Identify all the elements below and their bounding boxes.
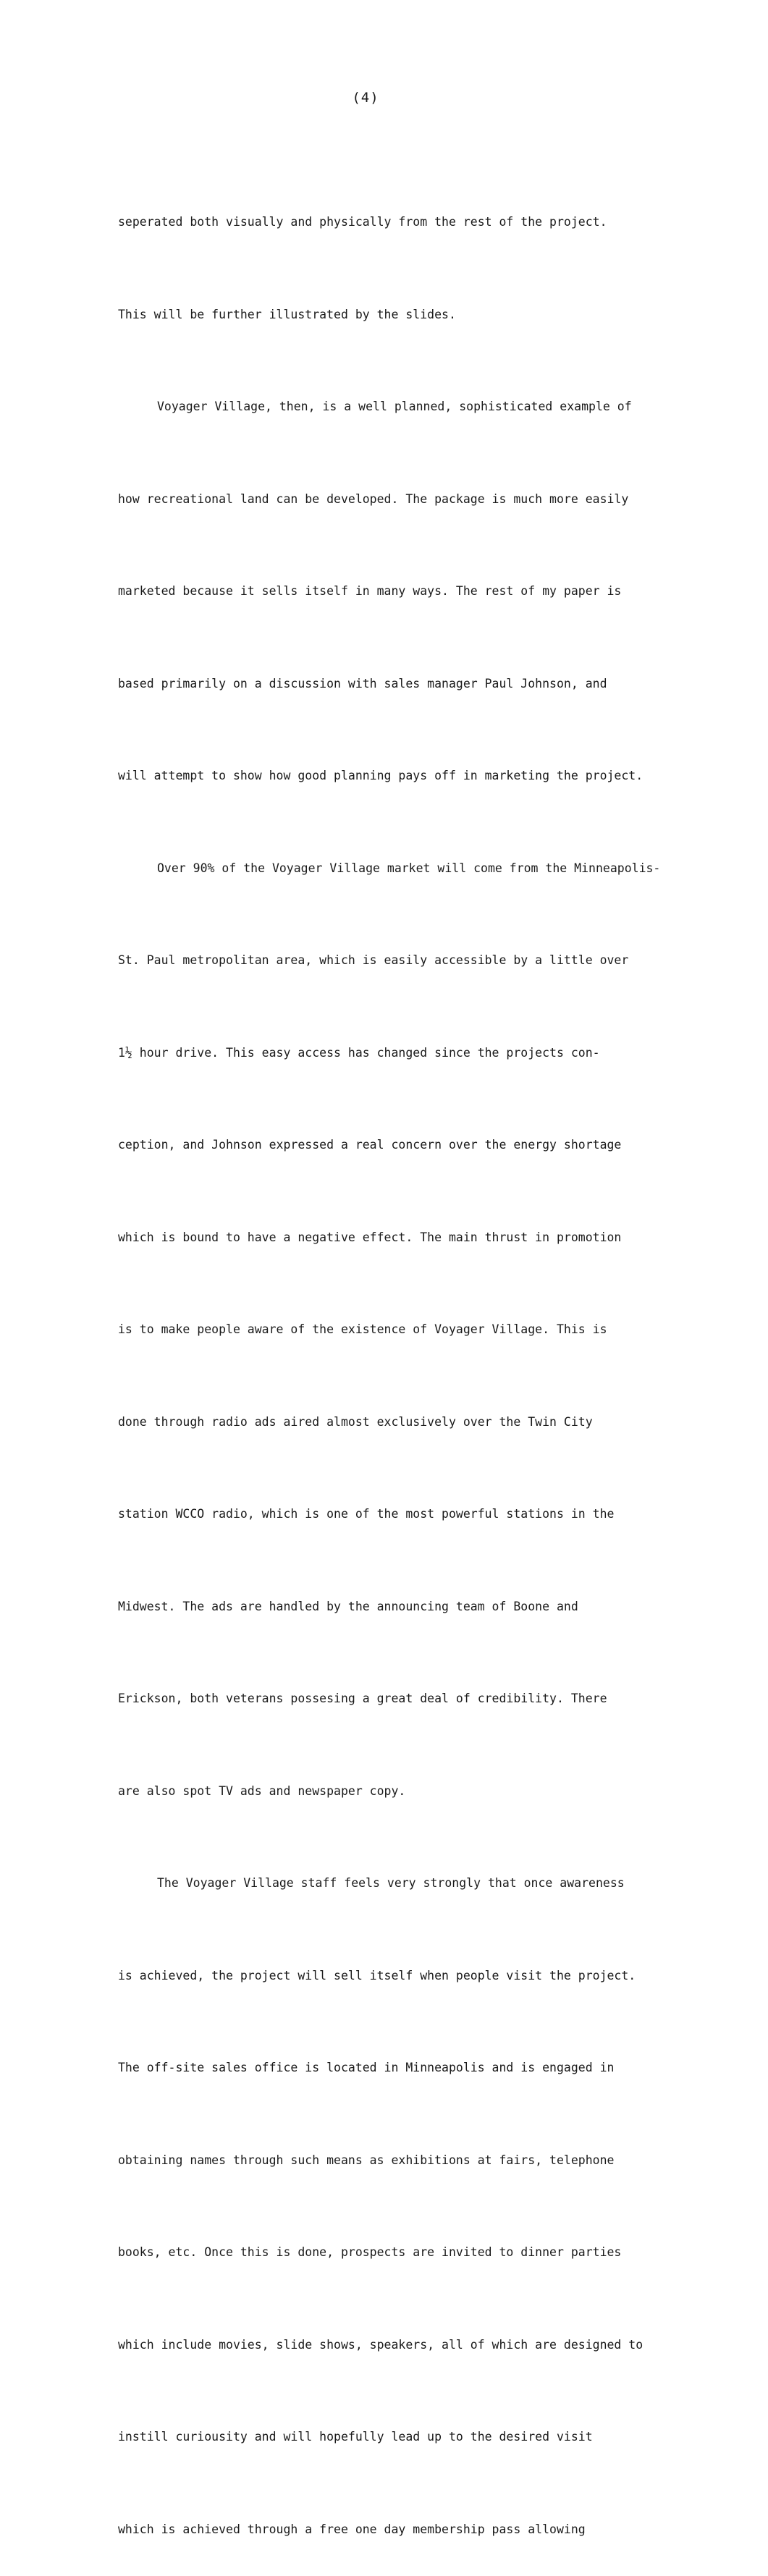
text-line: are also spot TV ads and newspaper copy. bbox=[118, 1783, 406, 1798]
text-line: seperated both visually and physically from the rest of the project. bbox=[118, 215, 607, 229]
paragraph-start-line: The Voyager Village staff feels very strongly that once awareness bbox=[157, 1876, 625, 1890]
text-line: Midwest. The ads are handled by the announcing team of Boone and bbox=[118, 1599, 578, 1613]
text-line: obtaining names through such means as exhibitions at fairs, telephone bbox=[118, 2153, 615, 2167]
text-line: ception, and Johnson expressed a real concern over the energy shortage bbox=[118, 1138, 622, 1152]
text-line: St. Paul metropolitan area, which is easily accessible by a little over bbox=[118, 953, 629, 967]
text-line: 1½ hour drive. This easy access has changed since the projects con- bbox=[118, 1045, 600, 1060]
text-line: station WCCO radio, which is one of the most powerful stations in the bbox=[118, 1507, 615, 1521]
paragraph-start-line: Over 90% of the Voyager Village market will come from the Minneapolis- bbox=[157, 861, 661, 875]
text-line: which is achieved through a free one day membership pass allowing bbox=[118, 2522, 586, 2536]
text-line: based primarily on a discussion with sales manager Paul Johnson, and bbox=[118, 676, 607, 691]
text-line: is achieved, the project will sell itself when people visit the project. bbox=[118, 1968, 636, 1982]
text-line: is to make people aware of the existence of Voyager Village. This is bbox=[118, 1322, 607, 1336]
paragraph-start-line: Voyager Village, then, is a well planned, sophisticated example of bbox=[157, 400, 632, 413]
text-line: will attempt to show how good planning pays off in marketing the project. bbox=[118, 769, 643, 782]
page-number: (4) bbox=[352, 90, 379, 106]
text-line: The off-site sales office is located in Minneapolis and is engaged in bbox=[118, 2061, 615, 2074]
text-line: This will be further illustrated by the slides. bbox=[118, 307, 456, 321]
text-line: which include movies, slide shows, speakers, all of which are designed to bbox=[118, 2337, 643, 2352]
document-body bbox=[118, 145, 719, 2576]
text-line: which is bound to have a negative effect. The main thrust in promotion bbox=[118, 1230, 622, 1244]
text-line: how recreational land can be developed. The package is much more easily bbox=[118, 491, 629, 506]
text-line: books, etc. Once this is done, prospects are invited to dinner parties bbox=[118, 2245, 622, 2259]
text-line: done through radio ads aired almost exclusively over the Twin City bbox=[118, 1414, 593, 1429]
text-line: marketed because it sells itself in many ways. The rest of my paper is bbox=[118, 584, 622, 598]
text-line: instill curiousity and will hopefully lead up to the desired visit bbox=[118, 2430, 593, 2444]
text-line: Erickson, both veterans possesing a great deal of credibility. There bbox=[118, 1692, 607, 1705]
